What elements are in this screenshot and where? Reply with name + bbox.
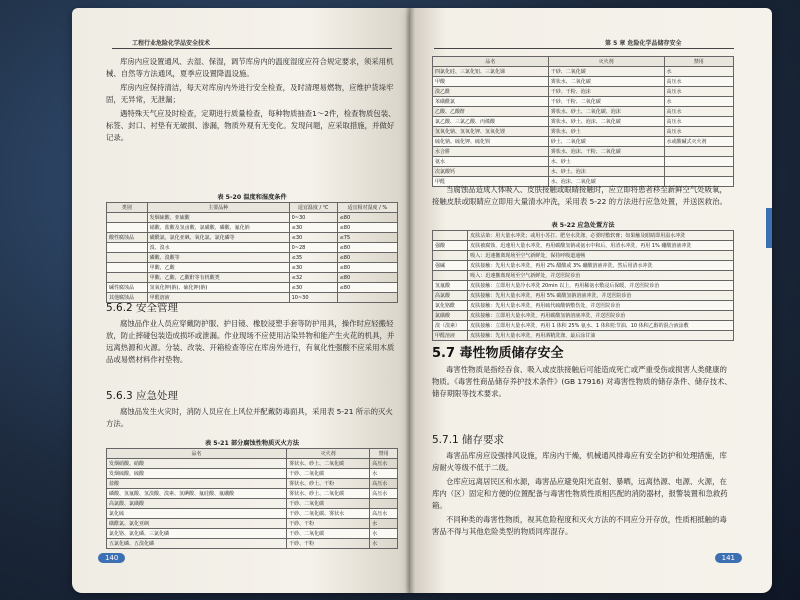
table-cell: 高氯酸 xyxy=(433,291,468,301)
table-row xyxy=(433,301,734,311)
table-row xyxy=(107,499,398,509)
table-row xyxy=(107,469,398,479)
table-cell: 雾状水、泡沫、干粉、二氧化碳 xyxy=(548,147,664,157)
table-row xyxy=(107,263,398,273)
table-row xyxy=(433,251,734,261)
table-5-21-continued xyxy=(432,56,734,187)
table-cell: ≤32 xyxy=(289,273,337,283)
table-row xyxy=(433,321,734,331)
table-row xyxy=(433,261,734,271)
table-cell: 氢氧化钠、氢氧化钾、氢氧化锂 xyxy=(433,127,549,137)
section-5-6-2-title: 5.6.2 安全管理 xyxy=(106,302,179,314)
table-cell: 高氯酸、氯磺酸 xyxy=(107,499,287,509)
table-cell: 干砂、二氧化碳 xyxy=(548,67,664,77)
table-5-20 xyxy=(106,202,398,303)
table-cell: 甲酸、乙酸、乙酸酐等有机酸类 xyxy=(147,273,289,283)
table-cell: 强酸 xyxy=(433,241,468,251)
table-cell: 雾状水、砂土、泡沫、二氧化碳 xyxy=(548,117,664,127)
table-row xyxy=(107,223,398,233)
table-cell: 皮肤接触：先用大量水冲洗，再用酒精洗涤，最后涂甘油 xyxy=(468,331,734,341)
table-row xyxy=(107,459,398,469)
table-row xyxy=(433,241,734,251)
left-running-header: 工程行业危险化学品安全技术 xyxy=(132,40,211,47)
section-5-7-1-title: 5.7.1 储存要求 xyxy=(432,434,505,446)
table-cell: 其他腐蚀品 xyxy=(107,293,148,303)
table-row xyxy=(107,243,398,253)
table-row xyxy=(433,117,734,127)
left-page-number: 140 xyxy=(98,553,125,563)
table-cell: 次氯酸钙 xyxy=(433,167,549,177)
table-cell: 氯磺酸 xyxy=(433,311,468,321)
table-cell xyxy=(664,157,734,167)
chapter-edge-tab xyxy=(766,208,772,248)
table-cell: ≤80 xyxy=(337,263,397,273)
table-5-21-caption: 表 5-21 部分腐蚀性物质灭火方法 xyxy=(204,440,300,447)
table-row xyxy=(433,231,734,241)
table-cell: ≤75 xyxy=(337,233,397,243)
table-cell: 0~28 xyxy=(289,243,337,253)
table-cell: 甲醛溶液 xyxy=(147,293,289,303)
table-cell: 溴乙酰 xyxy=(433,87,549,97)
table-cell: 皮肤接触：立即用大量水冲洗，再用 1 体积 25% 氨水、1 体积松节油、10 体积乙醇的混合液涂敷 xyxy=(468,321,734,331)
table-row xyxy=(107,233,398,243)
table-cell: 水 xyxy=(370,469,398,479)
table-row xyxy=(107,253,398,263)
table-cell xyxy=(433,251,468,261)
table-cell: ≤80 xyxy=(337,223,397,233)
table-row xyxy=(107,479,398,489)
table-cell: 磺酰氯、氯化亚砜、氧化氯、氯化磷等 xyxy=(147,233,289,243)
table-cell: 乙酸、乙酸酐 xyxy=(433,107,549,117)
table-header-cell: 类别 xyxy=(107,203,148,213)
table-cell xyxy=(107,253,148,263)
table-row xyxy=(433,147,734,157)
right-header-rule xyxy=(434,48,734,49)
table-cell: 高压水 xyxy=(664,127,734,137)
table-row xyxy=(107,529,398,539)
table-cell: 氨水 xyxy=(433,157,549,167)
section-5-6-2-paragraph: 腐蚀品作业人员应穿戴防护服、护目镜、橡胶浸塑手套等防护用具，操作时应轻搬轻放，防止摔碰包装造成损坏或泄漏。作业现场不应使用沾染异物和能产生火花的机具，并远离热源和火源。分装、改装、开箱检查等应在库房外进行，有氧化性强酸不应采用木质品或易燃材料作衬垫物。 xyxy=(106,319,395,364)
table-cell: 皮肤接触：先用大量水冲洗，再用硫代硫酸钠敷伤处，并送医院诊治 xyxy=(468,301,734,311)
table-cell: 高压水 xyxy=(664,77,734,87)
table-cell: 发烟硝酸、硝酸 xyxy=(107,459,287,469)
table-cell: 干砂、干粉 xyxy=(287,539,370,549)
table-row xyxy=(433,97,734,107)
intro-paragraph-3: 遇特殊天气应及时检查，定期进行质量检查，每种物质抽查1～2件，检查物质包装、标签、封口、衬垫有无破损、渗漏，物质外观有无变化。发现问题，应采取措施，并做好记录。 xyxy=(106,109,396,142)
table-row xyxy=(433,137,734,147)
table-cell: 五氯化磷、五溴化磷 xyxy=(107,539,287,549)
table-cell: 0~30 xyxy=(289,213,337,223)
table-row xyxy=(433,67,734,77)
table-cell: 氯化铬酰 xyxy=(433,301,468,311)
table-cell xyxy=(664,147,734,157)
table-cell: 水合肼 xyxy=(433,147,549,157)
table-cell: ≤30 xyxy=(289,223,337,233)
section-5-7-1-paragraph-3: 不同种类的毒害性物质，视其危险程度和灭火方法的不同应分开存放，性质相抵触的毒害品不得与其他危险类型的物质同库混存。 xyxy=(432,515,727,536)
table-row xyxy=(107,539,398,549)
left-intro-text xyxy=(106,56,398,146)
table-row xyxy=(107,519,398,529)
table-cell: ≤80 xyxy=(337,253,397,263)
table-cell: 高压水 xyxy=(664,107,734,117)
table-row xyxy=(433,291,734,301)
table-cell: 高压水 xyxy=(370,459,398,469)
table-cell: 水 xyxy=(370,539,398,549)
table-cell: 甲酸、乙酸 xyxy=(147,263,289,273)
table-cell: 氯化铬、氯化磷、三氯化磷 xyxy=(107,529,287,539)
table-cell: 高压水 xyxy=(370,509,398,519)
table-cell: 溴、溴水 xyxy=(147,243,289,253)
para-before-table-5-22 xyxy=(432,184,734,210)
table-cell xyxy=(107,243,148,253)
table-row xyxy=(433,157,734,167)
table-cell: 干砂、干粉、二氧化碳 xyxy=(548,97,664,107)
table-cell xyxy=(433,231,468,241)
table-cell: 干砂、二氧化碳、雾状水 xyxy=(287,509,370,519)
section-5-7-paragraph: 毒害性物质是指经吞食、吸入或皮肤接触后可能造成死亡或严重受伤或损害人类健康的物质。《毒害性商品储存养护技术条件》(GB 17916) 对毒害性物质的储存条件、储存技术、储存期限等技术要求。 xyxy=(432,365,732,398)
table-cell xyxy=(664,167,734,177)
table-cell: 皮肤被腐蚀，迅速用大量水冲洗，再用碳酸氢钠或氨水中和后，用清水冲洗，再用 1% 硼酸溶液冲洗 xyxy=(468,241,734,251)
section-5-7-1-paragraph-2: 仓库应远离居民区和水源，毒害品应避免阳光直射、暴晒，远离热源、电源、火源，在库内（区）固定和方便的位置配备与毒害性物质性质相匹配的消防器材，报警装置和急救药箱。 xyxy=(432,477,728,510)
table-cell: 吸入：迅速撤离现场至空气新鲜处，并送医院诊治 xyxy=(468,271,734,281)
section-5-7-title: 5.7 毒性物质储存安全 xyxy=(432,346,564,361)
section-5-6-3-paragraph: 腐蚀品发生火灾时，消防人员应在上风位并配戴防毒面具，采用表 5-21 所示的灭火方法。 xyxy=(106,407,393,428)
intro-paragraph-1: 库房内应设置通风、去湿、保湿，调节库房内的温度湿度应符合规定要求，须采用机械、自然等方法通风，夏季应设置降温设施。 xyxy=(106,57,394,78)
section-5-7-1-text xyxy=(432,450,734,540)
table-header-cell: 灭火剂 xyxy=(287,449,370,459)
table-cell: 砂土、二氧化碳 xyxy=(548,137,664,147)
table-cell xyxy=(337,293,397,303)
table-cell: 雾状水、砂土、二氧化碳 xyxy=(287,459,370,469)
table-cell: 硝酸、盐酸及氢卤酸、氯磺酸、磷酸、氟化钠 xyxy=(147,223,289,233)
table-cell: 甲醛溶液 xyxy=(433,331,468,341)
table-cell xyxy=(107,273,148,283)
table-cell: 水、砂土 xyxy=(548,157,664,167)
section-5-6-2-text xyxy=(106,318,398,368)
table-cell: 水 xyxy=(370,519,398,529)
table-cell: 皮肤接触：立即用大量水冲洗，再用碳酸氢钠溶液冲洗，并送医院诊治 xyxy=(468,311,734,321)
table-cell: 氢氟酸 xyxy=(433,281,468,291)
table-cell: 皮肤接触：立即用大量冷水冲洗 20min 以上，再用稀氨水敷浸后保暖，并送医院诊治 xyxy=(468,281,734,291)
table-5-21 xyxy=(106,448,398,549)
table-cell: 酸性腐蚀品 xyxy=(107,233,148,243)
table-cell: 水 xyxy=(370,529,398,539)
table-row xyxy=(107,509,398,519)
table-cell: ≤80 xyxy=(337,283,397,293)
table-row xyxy=(107,213,398,223)
table-cell: 水或酸碱式灭火剂 xyxy=(664,137,734,147)
table-row xyxy=(433,127,734,137)
open-book xyxy=(72,8,772,593)
section-5-7-1-paragraph-1: 毒害品库房应设强排风设施，库房内干燥，机械通风排毒应有安全防护和处理措施，库房耐火等级不低于二级。 xyxy=(432,451,727,472)
table-header-cell: 禁用 xyxy=(664,57,734,67)
table-cell: 四氯化硅、三氯化铝、三氯化锑 xyxy=(433,67,549,77)
section-5-7-text xyxy=(432,364,734,402)
table-row xyxy=(433,281,734,291)
table-cell: 水 xyxy=(664,67,734,77)
table-row xyxy=(433,87,734,97)
section-5-6-3-title: 5.6.3 应急处理 xyxy=(106,390,179,402)
table-header-cell: 主要品种 xyxy=(147,203,289,213)
table-cell: 盐酸 xyxy=(107,479,287,489)
table-cell: 皮肤接触：先用大量水冲洗，再用 2% 醋酸或 3% 硼酸溶液冲洗，然后用清水冲洗 xyxy=(468,261,734,271)
right-page-number: 141 xyxy=(715,553,742,563)
intro-paragraph-2: 库房内应保持清洁，每天对库房内外进行安全检查，及时清理易燃物，应维护货垛牢固，无异常，无泄漏； xyxy=(106,83,394,104)
table-cell: 雾状水、二氧化碳 xyxy=(548,77,664,87)
table-cell: 干砂、干粉、泡沫 xyxy=(548,87,664,97)
table-cell: 雾状水、砂土、二氧化碳 xyxy=(287,489,370,499)
table-cell: 高压水 xyxy=(664,87,734,97)
table-row xyxy=(107,273,398,283)
table-cell: ≤35 xyxy=(289,253,337,263)
table-header-cell: 适宜相对湿度 / % xyxy=(337,203,397,213)
table-cell xyxy=(107,263,148,273)
table-row xyxy=(107,283,398,293)
table-cell: 干砂、干粉 xyxy=(287,519,370,529)
paragraph-table-5-22-intro: 当腐蚀品造成人体吸入、皮肤接触或眼睛接触时，应立即将患者移至新鲜空气处吸氧，接触皮肤或眼睛应立即用大量清水冲洗，采用表 5-22 的方法进行应急处置，并送医救治。 xyxy=(432,185,727,206)
table-row xyxy=(107,489,398,499)
table-cell: 雾状水、砂土、二氧化碳、泡沫 xyxy=(548,107,664,117)
table-5-20-caption: 表 5-20 温度和湿度条件 xyxy=(217,194,287,201)
table-cell: ≤30 xyxy=(289,263,337,273)
table-cell xyxy=(433,271,468,281)
table-cell: ≤30 xyxy=(289,283,337,293)
table-cell: 氯乙酸、三氯乙酸、丙烯酸 xyxy=(433,117,549,127)
table-cell: 氯化硫 xyxy=(107,509,287,519)
table-cell: 强碱 xyxy=(433,261,468,271)
right-running-header: 第 5 章 危险化学品储存安全 xyxy=(605,40,682,47)
table-cell xyxy=(107,213,148,223)
table-row xyxy=(433,331,734,341)
left-header-rule xyxy=(112,48,392,49)
table-5-22-caption: 表 5-22 应急处置方法 xyxy=(551,222,615,229)
table-cell: 磺酰氯、氯化亚砜 xyxy=(107,519,287,529)
table-row xyxy=(433,311,734,321)
table-cell: ≤80 xyxy=(337,273,397,283)
table-cell: 甲醛 xyxy=(433,177,549,187)
table-cell: 碱性腐蚀品 xyxy=(107,283,148,293)
table-row xyxy=(433,77,734,87)
table-header-cell: 品名 xyxy=(433,57,549,67)
table-cell: 吸入：迅速撤离现场至空气新鲜处，保持呼吸道通畅 xyxy=(468,251,734,261)
table-header-cell: 适宜温度 / ℃ xyxy=(289,203,337,213)
table-cell: 水 xyxy=(664,97,734,107)
table-cell: ≤80 xyxy=(337,243,397,253)
table-cell: 水、砂土、泡沫 xyxy=(548,167,664,177)
table-cell: 磷酸、溴酸等 xyxy=(147,253,289,263)
left-page xyxy=(72,8,410,593)
table-cell: 磷酸、氢氟酸、氢溴酸、溴素、氢碘酸、氟硅酸、氟硼酸 xyxy=(107,489,287,499)
table-header-cell: 灭火剂 xyxy=(548,57,664,67)
table-cell: 溴（溴素） xyxy=(433,321,468,331)
table-cell: 皮肤接触：先用大量水冲洗，再用 5% 碳酸氢钠溶液冲洗，并送医院诊治 xyxy=(468,291,734,301)
table-cell: 干砂、二氧化碳 xyxy=(287,529,370,539)
table-cell: 干砂、二氧化碳 xyxy=(287,499,370,509)
table-cell: 高压水 xyxy=(370,479,398,489)
table-cell: 苯磺酰氯 xyxy=(433,97,549,107)
table-row xyxy=(433,167,734,177)
table-cell: 干砂、二氧化碳 xyxy=(287,469,370,479)
table-cell: 高压水 xyxy=(370,489,398,499)
table-header-cell: 禁用 xyxy=(370,449,398,459)
table-cell: 发烟硫酸、硫酸 xyxy=(107,469,287,479)
table-header-cell: 品名 xyxy=(107,449,287,459)
table-cell xyxy=(370,499,398,509)
table-cell: 雾状水、砂土、干粉 xyxy=(287,479,370,489)
table-cell: ≤80 xyxy=(337,213,397,223)
table-cell: 皮肤沾染：用大量水冲洗；或用小苏打、肥皂水洗涤，必要时敷软膏；如果触及眼睛即用温水冲洗 xyxy=(468,231,734,241)
table-cell: ≤30 xyxy=(289,233,337,243)
table-cell: 高压水 xyxy=(664,117,734,127)
table-row xyxy=(433,271,734,281)
table-cell: 水、泡沫、二氧化碳 xyxy=(548,177,664,187)
table-cell: 氢氧化钾(钠)、硫化钾(钠) xyxy=(147,283,289,293)
table-cell: 甲酸 xyxy=(433,77,549,87)
table-cell xyxy=(107,223,148,233)
table-cell: 10~30 xyxy=(289,293,337,303)
table-row xyxy=(433,107,734,117)
table-cell: 雾状水、砂土 xyxy=(548,127,664,137)
right-page xyxy=(410,8,772,593)
book-gutter xyxy=(405,8,415,593)
table-cell: 发烟硫酸、亚硫酸 xyxy=(147,213,289,223)
table-cell: 硫化钠、硫化钾、硫化钡 xyxy=(433,137,549,147)
table-5-22 xyxy=(432,230,734,341)
section-5-6-3-text xyxy=(106,406,398,432)
